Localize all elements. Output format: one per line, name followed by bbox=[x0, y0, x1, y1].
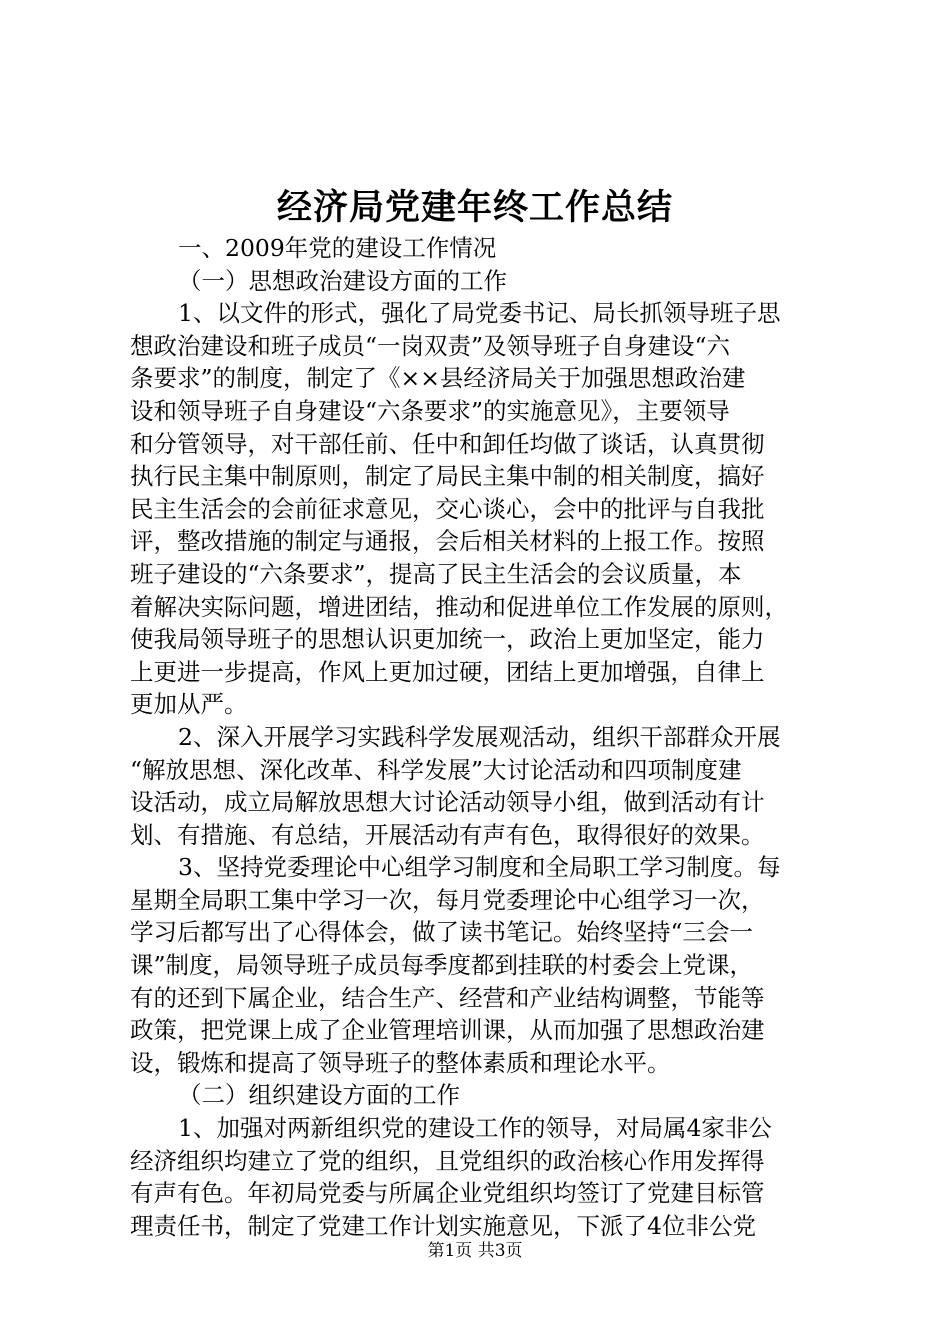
paragraph-line: “解放思想、深化改革、科学发展”大讨论活动和四项制度建 bbox=[130, 755, 742, 784]
paragraph-line: 理责任书，制定了党建工作计划实施意见，下派了4位非公党 bbox=[130, 1211, 756, 1240]
page-footer: 第1页 共3页 bbox=[427, 1241, 523, 1261]
paragraph-line: 课”制度，局领导班子成员每季度都到挂联的村委会上党课， bbox=[130, 951, 754, 980]
paragraph-line: 使我局领导班子的思想认识更加统一，政治上更加坚定，能力 bbox=[130, 625, 765, 654]
paragraph-line: 设活动，成立局解放思想大讨论活动领导小组，做到活动有计 bbox=[130, 788, 765, 817]
paragraph-line: 和分管领导，对干部任前、任中和卸任均做了谈话，认真贯彻 bbox=[130, 429, 765, 458]
document-title: 经济局党建年终工作总结 bbox=[276, 187, 673, 228]
document-body bbox=[130, 232, 836, 1242]
paragraph-line: 执行民主集中制原则，制定了局民主集中制的相关制度，搞好 bbox=[130, 462, 765, 491]
paragraph-line: 1、加强对两新组织党的建设工作的领导，对局属4家非公 bbox=[178, 1114, 772, 1143]
paragraph-line: 有的还到下属企业，结合生产、经营和产业结构调整，节能等 bbox=[130, 983, 765, 1012]
subsection-heading: （一）思想政治建设方面的工作 bbox=[178, 266, 507, 295]
paragraph-line: 更加从严。 bbox=[130, 690, 248, 719]
paragraph-line: 划、有措施、有总结，开展活动有声有色，取得很好的效果。 bbox=[130, 820, 765, 849]
paragraph-line: 设，锻炼和提高了领导班子的整体素质和理论水平。 bbox=[130, 1048, 671, 1077]
paragraph-line: 上更进一步提高，作风上更加过硬，团结上更加增强，自律上 bbox=[130, 657, 765, 686]
paragraph-line: 政策，把党课上成了企业管理培训课，从而加强了思想政治建 bbox=[130, 1016, 765, 1045]
paragraph-line: 星期全局职工集中学习一次，每月党委理论中心组学习一次， bbox=[130, 885, 765, 914]
subsection-heading: （二）组织建设方面的工作 bbox=[178, 1081, 460, 1110]
paragraph-line: 2、深入开展学习实践科学发展观活动，组织干部群众开展 bbox=[178, 722, 781, 751]
paragraph-line: 评，整改措施的制定与通报，会后相关材料的上报工作。按照 bbox=[130, 527, 765, 556]
paragraph-line: 民主生活会的会前征求意见，交心谈心，会中的批评与自我批 bbox=[130, 494, 765, 523]
paragraph-line: 1、以文件的形式，强化了局党委书记、局长抓领导班子思 bbox=[178, 299, 781, 328]
paragraph-line: 经济组织均建立了党的组织，且党组织的政治核心作用发挥得 bbox=[130, 1146, 765, 1175]
paragraph-line: 设和领导班子自身建设“六条要求”的实施意见》，主要领导 bbox=[130, 396, 730, 425]
section-heading: 一、2009年党的建设工作情况 bbox=[178, 234, 497, 262]
paragraph-line: 学习后都写出了心得体会，做了读书笔记。始终坚持“三会一 bbox=[130, 918, 754, 947]
paragraph-line: 班子建设的“六条要求”，提高了民主生活会的会议质量，本 bbox=[130, 559, 742, 588]
paragraph-line: 想政治建设和班子成员“一岗双责”及领导班子自身建设“六 bbox=[130, 331, 731, 360]
paragraph-line: 条要求”的制度，制定了《××县经济局关于加强思想政治建 bbox=[130, 364, 746, 393]
paragraph-line: 3、坚持党委理论中心组学习制度和全局职工学习制度。每 bbox=[178, 853, 781, 882]
paragraph-line: 有声有色。年初局党委与所属企业党组织均签订了党建目标管 bbox=[130, 1179, 765, 1208]
paragraph-line: 着解决实际问题，增进团结，推动和促进单位工作发展的原则， bbox=[130, 592, 788, 621]
